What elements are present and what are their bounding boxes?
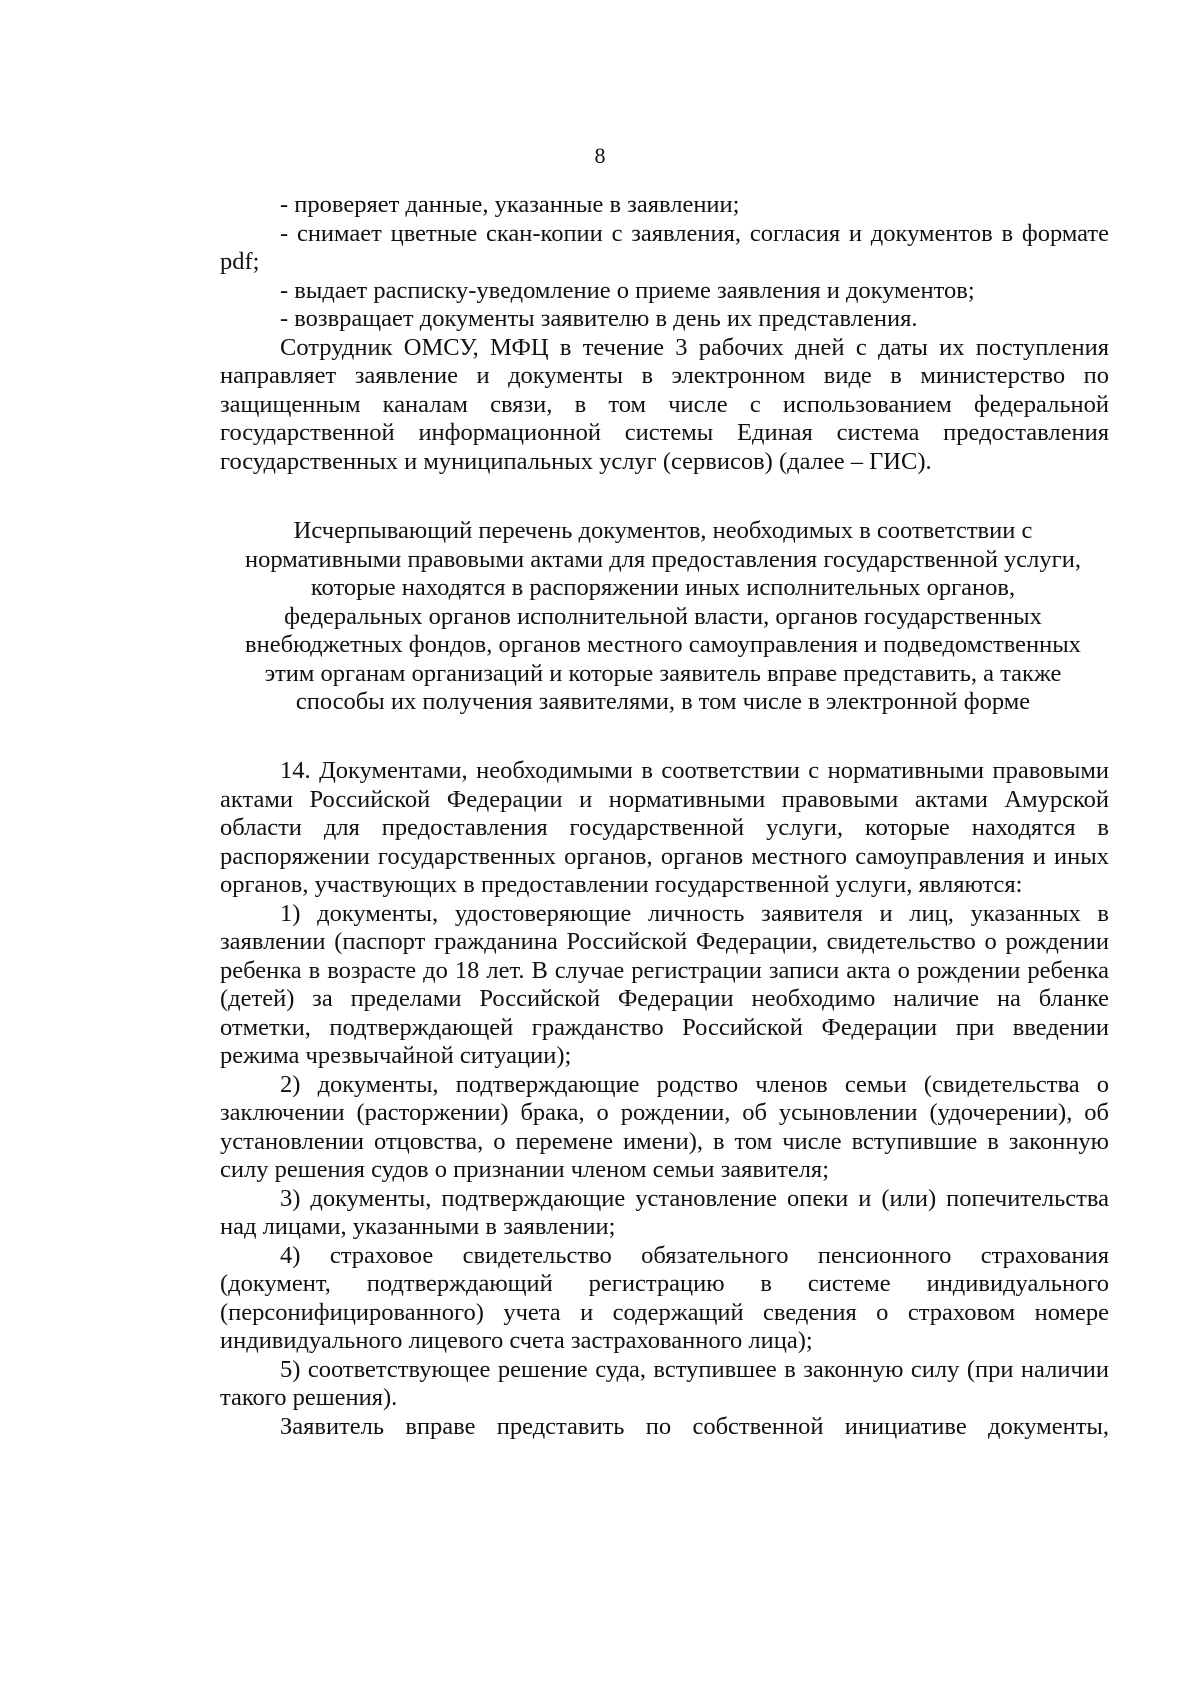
heading-line: этим органам организаций и которые заявитель вправе представить, а также [264, 659, 1062, 687]
procedure-steps-block [220, 191, 1109, 476]
page-number: 8 [594, 143, 606, 168]
step-item: - проверяет данные, указанные в заявлении; [280, 191, 740, 218]
list-item-4: 4) страховое свидетельство обязательного пенсионного страхования (документ, подтверждающий регистрацию в системе индивидуального (персонифицированного) учета и содержащий сведения о страховом номере индивидуального лицевого счета застрахованного лица); [220, 1241, 1109, 1354]
list-item-1: 1) документы, удостоверяющие личность заявителя и лиц, указанных в заявлении (паспорт гражданина Российской Федерации, свидетельство о рождении ребенка в возрасте до 18 лет. В случае регистрации записи акта о рождении ребенка (детей) за пределами Российской Федерации необходимо наличие на бланке отметки, подтверждающей гражданство Российской Федерации при введении режима чрезвычайной ситуации); [220, 899, 1109, 1069]
step-item: - выдает расписку-уведомление о приеме заявления и документов; [280, 276, 975, 304]
section-14-block [220, 757, 1109, 1441]
heading-line: которые находятся в распоряжении иных исполнительных органов, [310, 574, 1016, 601]
continuation-paragraph: Заявитель вправе представить по собственной инициативе документы, [280, 1412, 1109, 1440]
list-item-5: 5) соответствующее решение суда, вступившее в законную силу (при наличии такого решения). [220, 1355, 1109, 1411]
body-paragraph: Сотрудник ОМСУ, МФЦ в течение 3 рабочих дней с даты их поступления направляет заявление и документы в электронном виде в министерство по защищенным каналам связи, в том числе с использованием федеральной государственной информационной системы Единая система предоставления государственных и муниципальных услуг (сервисов) (далее – ГИС). [220, 333, 1109, 475]
section-heading [214, 517, 1112, 717]
heading-line: способы их получения заявителями, в том числе в электронной форме [295, 688, 1031, 715]
heading-line: федеральных органов исполнительной власти, органов государственных [284, 602, 1042, 630]
step-item: - снимает цветные скан-копии с заявления, согласия и документов в формате pdf; [220, 219, 1109, 275]
heading-line: внебюджетных фондов, органов местного самоуправления и подведомственных [245, 631, 1081, 658]
list-item-2: 2) документы, подтверждающие родство членов семьи (свидетельства о заключении (расторжении) брака, о рождении, об усыновлении (удочерении), об установлении отцовства, о перемене имени), в том числе вступившие в законную силу решения судов о признании членом семьи заявителя; [220, 1070, 1109, 1183]
clause-paragraph: 14. Документами, необходимыми в соответствии с нормативными правовыми актами Российской Федерации и нормативными правовыми актами Амурской области для предоставления государственной услуги, которые находятся в распоряжении государственных органов, органов местного самоуправления и иных органов, участвующих в предоставлении государственной услуги, являются: [220, 757, 1109, 898]
list-item-3: 3) документы, подтверждающие установление опеки и (или) попечительства над лицами, указанными в заявлении; [220, 1184, 1109, 1240]
heading-line: нормативными правовыми актами для предоставления государственной услуги, [245, 545, 1081, 573]
heading-line: Исчерпывающий перечень документов, необходимых в соответствии с [293, 517, 1033, 544]
step-item: - возвращает документы заявителю в день их представления. [280, 305, 918, 332]
